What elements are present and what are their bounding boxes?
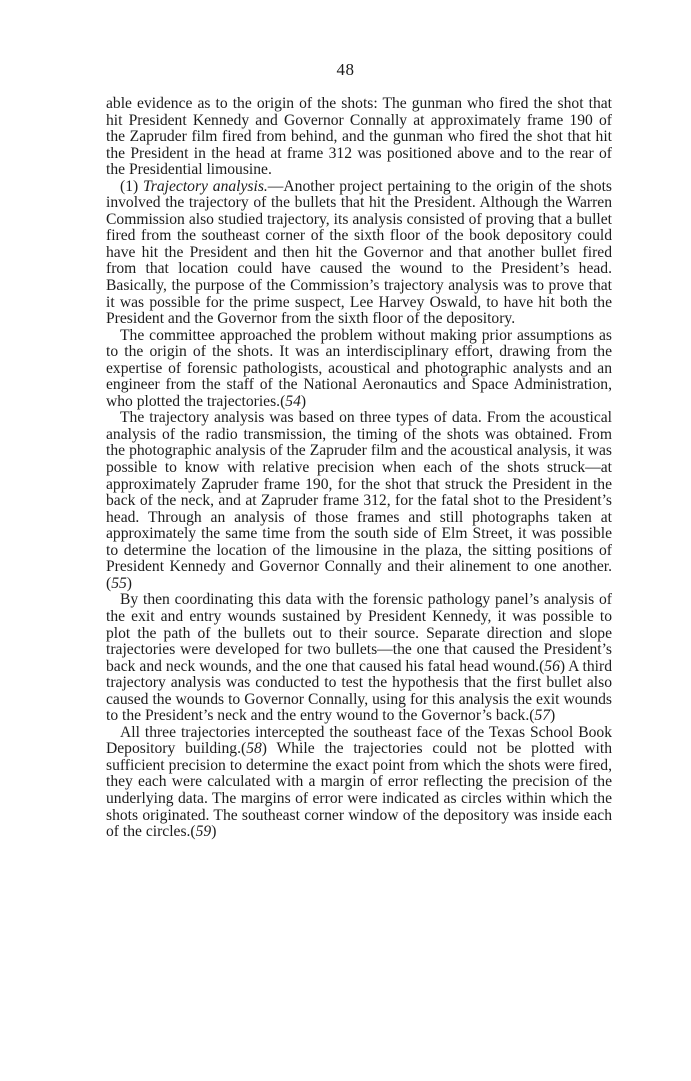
text-run: ) While the trajectories could not be plotted with sufficient precision to determine the exact point from which the shots were fired, they each were calculated with a margin of error reflecting the precision of the underlying data. The margins of error were indicated as circles within which the shots originated. The southeast corner window of the depository was inside each of the circles.(	[106, 740, 612, 841]
text-run: )	[300, 392, 307, 410]
footnote-ref: 56	[544, 657, 560, 675]
text-run: All three trajectories intercepted the southeast face of the Texas School Book Depository building.(	[106, 723, 612, 758]
paragraph-trajectory-analysis	[106, 179, 612, 328]
footnote-ref: 54	[285, 392, 301, 410]
footnote-ref: 55	[111, 574, 127, 592]
text-run: —Another project pertaining to the origin of the shots involved the trajectory of the bullets that hit the President. Although the Warren Commission also studied trajectory, its analysis consisted of proving that a bullet fired from the southeast corner of the sixth floor of the book depository could have hit the President and then hit the Governor and that another bullet fired from that location could have caused the wound to the President’s head. Basically, the purpose of the Commission’s trajectory analysis was to prove that it was possible for the prime suspect, Lee Harvey Oswald, to have hit both the President and the Governor from the sixth floor of the depository.	[106, 177, 612, 328]
footnote-ref: 58	[246, 740, 262, 758]
text-run: ) A third trajectory analysis was conducted to test the hypothesis that the first bullet also caused the wounds to Governor Connally, using for this analysis the exit wounds to the President’s neck and the entry wound to the Governor’s back.(	[106, 657, 612, 725]
text-run: able evidence as to the origin of the shots: The gunman who fired the shot that hit President Kennedy and Governor Connally at approximately frame 190 of the Zapruder film fired from behind, and the gunman who fired the shot that hit the President in the head at frame 312 was positioned above and to the rear of the Presidential limousine.	[106, 95, 612, 179]
paragraph-coordinating-data	[106, 592, 612, 724]
section-heading-italic: Trajectory analysis.	[143, 177, 268, 195]
text-run: (1)	[120, 177, 143, 195]
page-number: 48	[336, 60, 355, 79]
paragraph-three-trajectories	[106, 725, 612, 841]
text-run: )	[126, 574, 132, 592]
text-run: )	[550, 707, 556, 725]
footnote-ref: 59	[195, 823, 212, 841]
text-run: )	[211, 823, 217, 841]
text-run: By then coordinating this data with the forensic pathology panel’s analysis of the exit and entry wounds sustained by President Kennedy, it was possible to plot the path of the bullets out to their source. Separate direction and slope trajectories were developed for two bullets—the one that caused the President’s back and neck wounds, and the one that caused his fatal head wound.(	[106, 591, 612, 675]
text-run: The trajectory analysis was based on three types of data. From the acoustical analysis of the radio transmission, the timing of the shots was obtained. From the photographic analysis of the Zapruder film and the acoustical analysis, it was possible to know with relative precision when each of the shots struck—at approximately Zapruder frame 190, for the shot that struck the President in the back of the neck, and at Zapruder frame 312, for the fatal shot to the President’s head. Through an analysis of those frames and still photographs taken at approximately the same time from the south side of Elm Street, it was possible to determine the location of the limousine in the plaza, the sitting positions of President Kennedy and Governor Connally and their alinement to one another.(	[106, 409, 612, 592]
footnote-ref: 57	[534, 707, 551, 725]
paragraph-continuation	[106, 96, 612, 179]
body-text	[106, 96, 612, 841]
paragraph-data-types	[106, 410, 612, 592]
text-run: The committee approached the problem without making prior assumptions as to the origin of the shots. It was an interdisciplinary effort, drawing from the expertise of forensic pathologists, acoustical and photographic analysts and an engineer from the staff of the National Aeronautics and Space Administration, who plotted the trajectories.(	[106, 326, 612, 410]
paragraph-committee-approach	[106, 328, 612, 411]
